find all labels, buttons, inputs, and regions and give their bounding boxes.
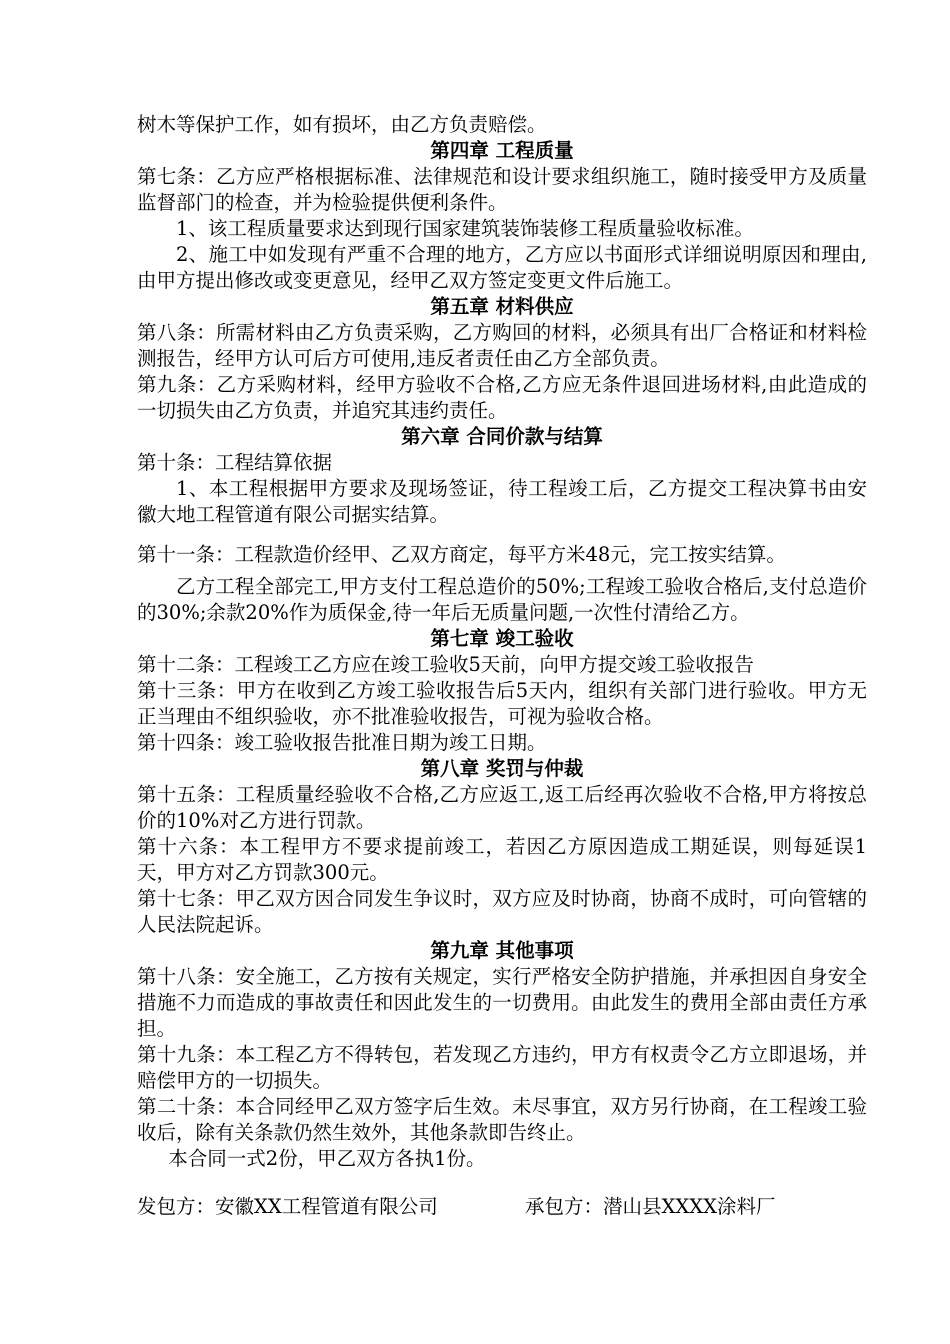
- contract-paragraph: 第十八条：安全施工，乙方按有关规定，实行严格安全防护措施，并承担因自身安全措施不力而造成的事故责任和因此发生的一切费用。由此发生的费用全部由责任方承担。: [137, 965, 867, 1040]
- contract-paragraph: 本合同一式2份，甲乙双方各执1份。: [168, 1147, 486, 1170]
- party-a-signature: 发包方：安徽XX工程管道有限公司: [137, 1195, 438, 1218]
- contract-paragraph: 第二十条：本合同经甲乙双方签字后生效。未尽事宜，双方另行协商，在工程竣工验收后，除有关条款仍然生效外，其他条款即告终止。: [137, 1095, 867, 1144]
- chapter-heading: 第八章 奖罚与仲裁: [420, 757, 584, 780]
- contract-paragraph: 乙方工程全部完工,甲方支付工程总造价的50%;工程竣工验收合格后,支付总造价的30%;余款20%作为质保金,待一年后无质量问题,一次性付清给乙方。: [137, 575, 867, 624]
- contract-paragraph: 2、施工中如发现有严重不合理的地方，乙方应以书面形式详细说明原因和理由,由甲方提出修改或变更意见，经甲乙双方签定变更文件后施工。: [137, 243, 867, 292]
- party-b-signature: 承包方：潜山县XXXX涂料厂: [525, 1195, 776, 1218]
- contract-paragraph: 第九条：乙方采购材料，经甲方验收不合格,乙方应无条件退回进场材料,由此造成的一切损失由乙方负责，并追究其违约责任。: [137, 373, 867, 422]
- contract-paragraph: 树木等保护工作，如有损坏，由乙方负责赔偿。: [137, 113, 547, 136]
- contract-paragraph: 第十条：工程结算依据: [137, 451, 333, 474]
- contract-paragraph: 1、本工程根据甲方要求及现场签证，待工程竣工后，乙方提交工程决算书由安徽大地工程管道有限公司据实结算。: [137, 477, 867, 526]
- contract-paragraph: 第十三条：甲方在收到乙方竣工验收报告后5天内，组织有关部门进行验收。甲方无正当理由不组织验收，亦不批准验收报告，可视为验收合格。: [137, 679, 867, 728]
- chapter-heading: 第六章 合同价款与结算: [401, 425, 603, 448]
- contract-paragraph: 第十五条：工程质量经验收不合格,乙方应返工,返工后经再次验收不合格,甲方将按总价的10%对乙方进行罚款。: [137, 783, 867, 832]
- contract-paragraph: 第十九条：本工程乙方不得转包，若发现乙方违约，甲方有权责令乙方立即退场，并赔偿甲方的一切损失。: [137, 1043, 867, 1092]
- contract-paragraph: 第七条：乙方应严格根据标准、法律规范和设计要求组织施工，随时接受甲方及质量监督部门的检查，并为检验提供便利条件。: [137, 165, 867, 214]
- chapter-heading: 第四章 工程质量: [430, 139, 574, 162]
- chapter-heading: 第九章 其他事项: [430, 939, 574, 962]
- chapter-heading: 第七章 竣工验收: [430, 627, 574, 650]
- contract-paragraph: 第八条：所需材料由乙方负责采购，乙方购回的材料，必须具有出厂合格证和材料检测报告，经甲方认可后方可使用,违反者责任由乙方全部负责。: [137, 321, 867, 370]
- contract-paragraph: 1、该工程质量要求达到现行国家建筑装饰装修工程质量验收标准。: [176, 217, 754, 240]
- document-body: [137, 112, 867, 1172]
- chapter-heading: 第五章 材料供应: [430, 295, 574, 318]
- contract-paragraph: 第十二条：工程竣工乙方应在竣工验收5天前，向甲方提交竣工验收报告: [137, 653, 754, 676]
- contract-paragraph: 第十七条：甲乙双方因合同发生争议时，双方应及时协商，协商不成时，可向管辖的人民法院起诉。: [137, 887, 867, 936]
- contract-paragraph: 第十四条：竣工验收报告批准日期为竣工日期。: [137, 731, 547, 754]
- contract-paragraph: 第十一条：工程款造价经甲、乙双方商定，每平方米48元，完工按实结算。: [137, 543, 786, 566]
- signature-line: [137, 1194, 867, 1220]
- contract-paragraph: 第十六条：本工程甲方不要求提前竣工，若因乙方原因造成工期延误，则每延误1天，甲方对乙方罚款300元。: [137, 835, 867, 884]
- document-page: [137, 112, 867, 1220]
